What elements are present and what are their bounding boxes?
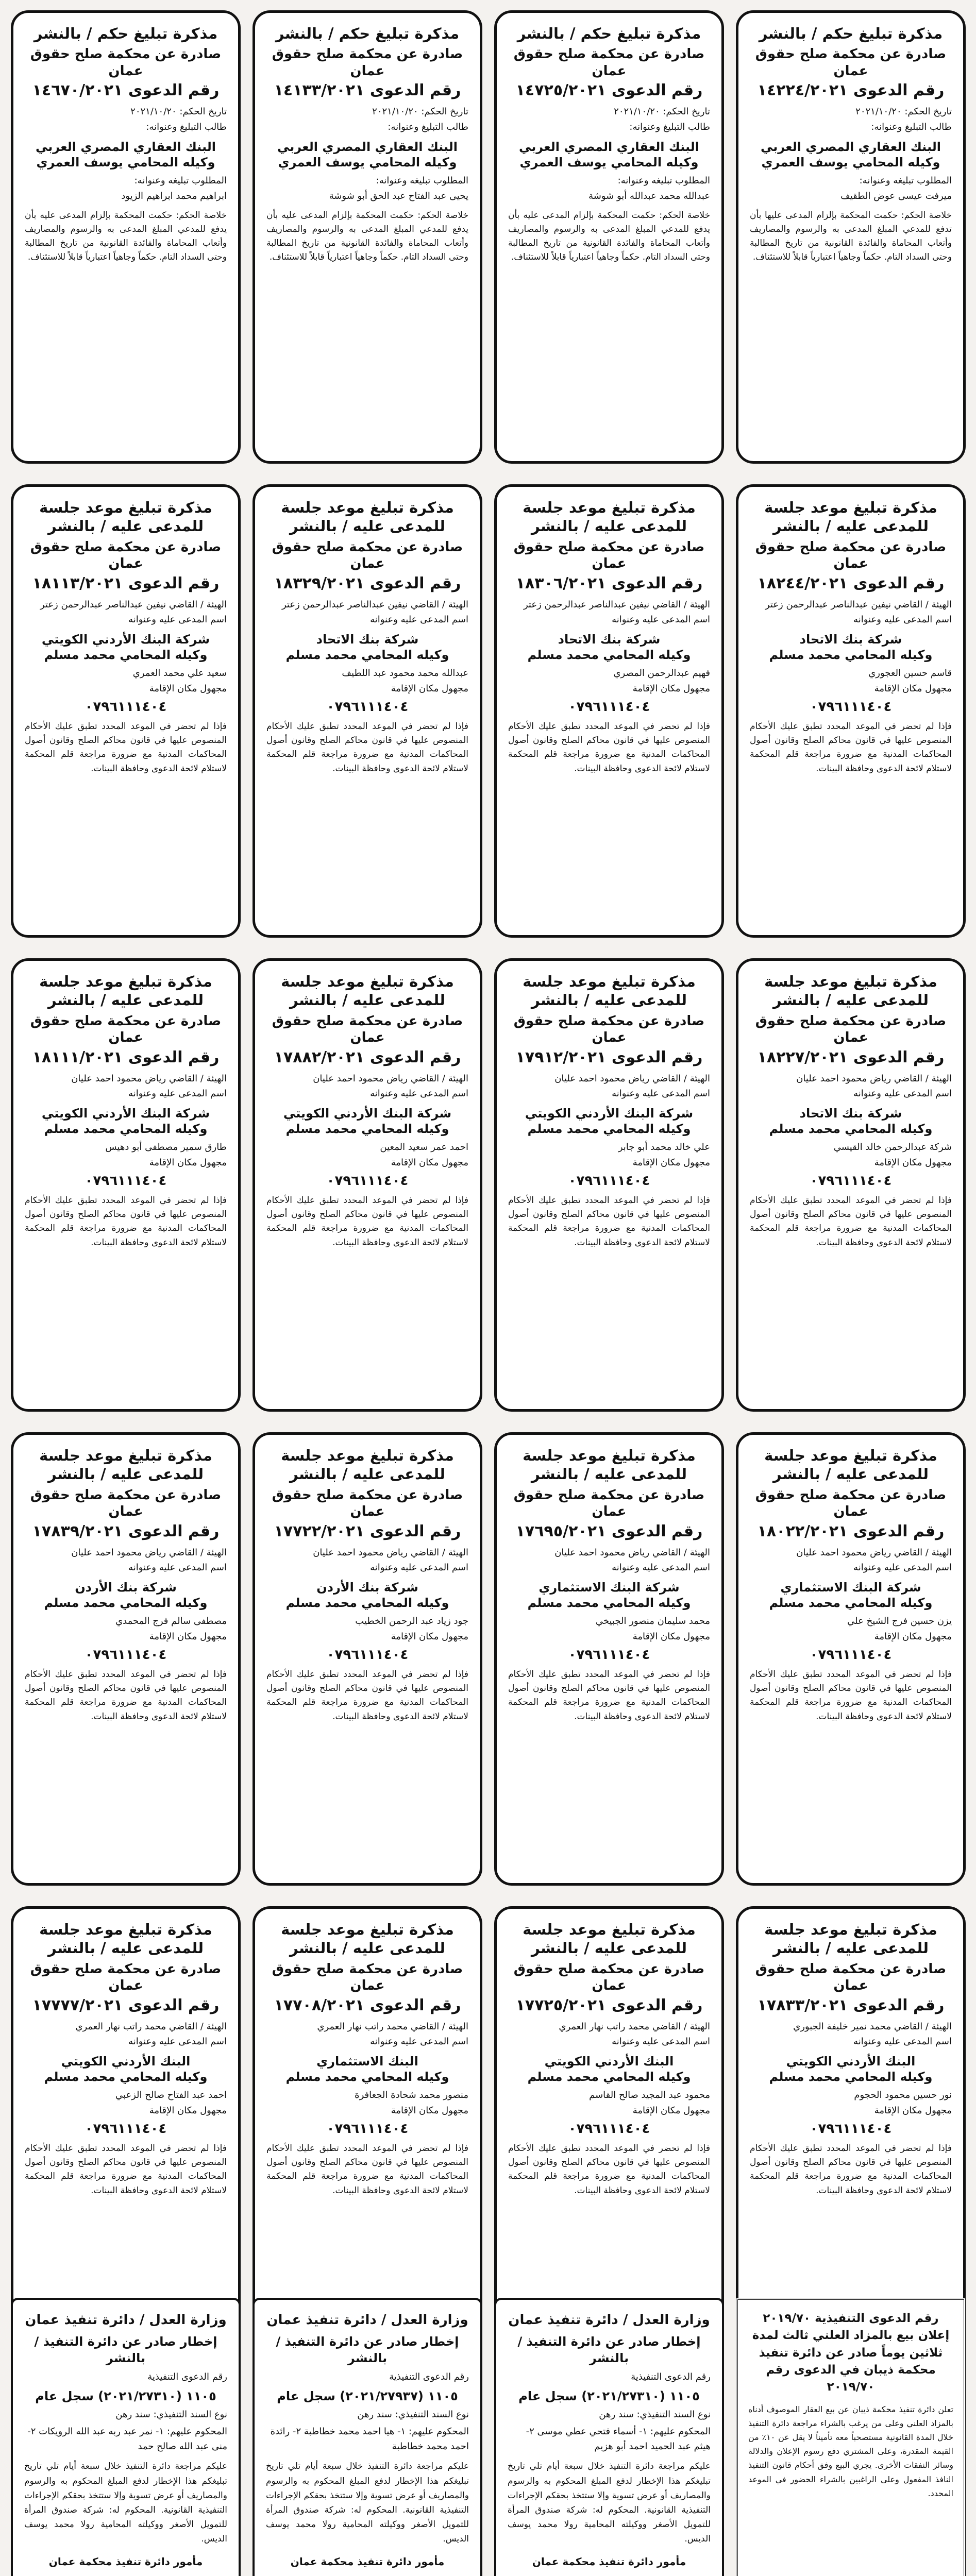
notice-body: فإذا لم تحضر في الموعد المحدد تطبق عليك الأحكام المنصوص عليها في قانون محاكم الصلح وقانون أصول المحاكمات المدنية مع ضرورة مراجعة قلم المحكمة لاستلام لائحة الدعوى وحافظة البينات. <box>508 1669 710 1722</box>
notice-court: صادرة عن محكمة صلح حقوق عمان <box>272 1487 463 1519</box>
notice-body: فإذا لم تحضر في الموعد المحدد تطبق عليك الأحكام المنصوص عليها في قانون محاكم الصلح وقانون أصول المحاكمات المدنية مع ضرورة مراجعة قلم المحكمة لاستلام لائحة الدعوى وحافظة البينات. <box>25 2143 227 2196</box>
notice-lawyer: وكيله المحامي محمد مسلم <box>285 1596 449 1611</box>
notice-line: احمد عمر سعيد المعين <box>380 1142 468 1153</box>
notice-line: الهيئة / القاضي رياض محمود احمد عليان <box>71 1547 227 1558</box>
notice-line: سعيد علي محمد العمري <box>132 668 227 679</box>
notice-line: الهيئة / القاضي رياض محمود احمد عليان <box>71 1073 227 1084</box>
notice-title: مذكرة تبليغ موعد جلسة للمدعى عليه / بالنشر <box>523 973 696 1009</box>
notice-line: الهيئة / القاضي نيفين عبدالناصر عبدالرحمن زعتر <box>40 599 227 610</box>
notice-line: ابراهيم محمد ابراهيم الزيود <box>121 190 227 201</box>
notice-case-number: رقم الدعوى ١٨٠٢٢/٢٠٢١ <box>757 1522 945 1540</box>
notice-court: صادرة عن محكمة صلح حقوق عمان <box>755 1013 947 1045</box>
notice-line: طالب التبليغ وعنوانه: <box>388 122 468 133</box>
notice-party: شركة البنك الاستثماري <box>539 1580 680 1595</box>
exec-line: رقم الدعوى التنفيذية <box>631 2371 711 2382</box>
notice-party: البنك الأردني الكويتي <box>544 2054 674 2069</box>
notice-card <box>11 484 241 938</box>
notice-party: شركة البنك الأردني الكويتي <box>283 1106 452 1121</box>
notice-line: اسم المدعى عليه وعنوانه <box>128 1088 227 1099</box>
notice-case-number: رقم الدعوى ١٤١٣٣/٢٠٢١ <box>274 81 461 100</box>
notice-court: صادرة عن محكمة صلح حقوق عمان <box>513 1013 705 1045</box>
notice-body: فإذا لم تحضر في الموعد المحدد تطبق عليك الأحكام المنصوص عليها في قانون محاكم الصلح وقانون أصول المحاكمات المدنية مع ضرورة مراجعة قلم المحكمة لاستلام لائحة الدعوى وحافظة البينات. <box>25 1195 227 1248</box>
notice-phone: ٠٧٩٦١١١٤٠٤ <box>326 2121 409 2137</box>
notice-court: صادرة عن محكمة صلح حقوق عمان <box>30 1961 222 1993</box>
notice-line: الهيئة / القاضي رياض محمود احمد عليان <box>313 1073 468 1084</box>
notices-grid <box>10 10 966 2360</box>
notice-line: منصور محمد شحادة الجعافرة <box>355 2090 468 2101</box>
notice-title: مذكرة تبليغ موعد جلسة للمدعى عليه / بالنشر <box>523 499 696 535</box>
notice-line: مجهول مكان الإقامة <box>874 2105 952 2116</box>
notice-line: مجهول مكان الإقامة <box>874 683 952 694</box>
auction-title: رقم الدعوى التنفيذية ٢٠١٩/٧٠ إعلان بيع بالمزاد العلني ثالث لمدة ثلاثين يوماً صادر عن دائرة تنفيذ محكمة ذيبان في الدعوى رقم ٢٠١٩/٧٠ <box>752 2312 950 2394</box>
notice-party: شركة البنك الأردني الكويتي <box>525 1106 694 1121</box>
notice-line: اسم المدعى عليه وعنوانه <box>853 614 952 625</box>
notice-case-number: رقم الدعوى ١٨٢٤٤/٢٠٢١ <box>757 574 945 592</box>
exec-signature: مأمور دائرة تنفيذ محكمة عمان <box>532 2555 686 2568</box>
notice-party: البنك العقاري المصري العربي <box>277 140 458 155</box>
notice-title: مذكرة تبليغ حكم / بالنشر <box>759 25 943 42</box>
notice-title: مذكرة تبليغ موعد جلسة للمدعى عليه / بالنشر <box>523 1921 696 1957</box>
notice-party: شركة البنك الاستثماري <box>780 1580 921 1595</box>
notice-line: يحيى عبد الفتاح عبد الحق أبو شوشة <box>329 190 468 201</box>
notice-case-number: رقم الدعوى ١٤٦٧٠/٢٠٢١ <box>32 81 220 100</box>
notice-body: فإذا لم تحضر في الموعد المحدد تطبق عليك الأحكام المنصوص عليها في قانون محاكم الصلح وقانون أصول المحاكمات المدنية مع ضرورة مراجعة قلم المحكمة لاستلام لائحة الدعوى وحافظة البينات. <box>25 1669 227 1722</box>
notice-card <box>253 1906 482 2360</box>
notice-party: البنك العقاري المصري العربي <box>35 140 216 155</box>
notice-lawyer: وكيله المحامي محمد مسلم <box>44 1596 208 1611</box>
notice-body: فإذا لم تحضر في الموعد المحدد تطبق عليك الأحكام المنصوص عليها في قانون محاكم الصلح وقانون أصول المحاكمات المدنية مع ضرورة مراجعة قلم المحكمة لاستلام لائحة الدعوى وحافظة البينات. <box>508 2143 710 2196</box>
notice-court: صادرة عن محكمة صلح حقوق عمان <box>30 1487 222 1519</box>
notice-case-number: رقم الدعوى ١٨٢٢٧/٢٠٢١ <box>757 1048 945 1066</box>
notice-line: عبدالله محمد محمود عبد اللطيف <box>342 668 468 679</box>
notice-line: اسم المدعى عليه وعنوانه <box>853 2036 952 2047</box>
notice-phone: ٠٧٩٦١١١٤٠٤ <box>326 699 409 715</box>
notice-body: خلاصة الحكم: حكمت المحكمة بإلزام المدعى عليها بأن تدفع للمدعي المبلغ المدعى به والرسوم والمصاريف وأتعاب المحاماة والفائدة القانونية من تاريخ المطالبة وحتى السداد التام. حكماً وجاهياً اعتبارياً قابلاً للاستئناف. <box>750 210 952 263</box>
notice-lawyer: وكيله المحامي محمد مسلم <box>769 1596 933 1611</box>
notice-line: الهيئة / القاضي نيفين عبدالناصر عبدالرحمن زعتر <box>523 599 710 610</box>
notice-line: طالب التبليغ وعنوانه: <box>146 122 227 133</box>
notice-case-number: رقم الدعوى ١٧٦٩٥/٢٠٢١ <box>515 1522 703 1540</box>
notice-line: الهيئة / القاضي رياض محمود احمد عليان <box>554 1073 710 1084</box>
exec-line: نوع السند التنفيذي: سند رهن <box>599 2409 711 2420</box>
notice-line: مجهول مكان الإقامة <box>632 683 710 694</box>
exec-line: رقم الدعوى التنفيذية <box>147 2371 227 2382</box>
notice-title: مذكرة تبليغ موعد جلسة للمدعى عليه / بالنشر <box>281 1447 454 1483</box>
notice-phone: ٠٧٩٦١١١٤٠٤ <box>326 1173 409 1189</box>
notice-case-number: رقم الدعوى ١٨١١١/٢٠٢١ <box>32 1048 220 1066</box>
exec-case-number: ١١٠٥ (٢٠٢١/٢٧٣١٠) سجل عام <box>35 2388 216 2403</box>
exec-line: رقم الدعوى التنفيذية <box>389 2371 469 2382</box>
notice-card <box>494 484 724 938</box>
exec-subtitle: إخطار صادر عن دائرة التنفيذ / بالنشر <box>276 2334 459 2366</box>
notice-line: اسم المدعى عليه وعنوانه <box>612 1562 710 1573</box>
notice-court: صادرة عن محكمة صلح حقوق عمان <box>272 539 463 571</box>
notice-body: فإذا لم تحضر في الموعد المحدد تطبق عليك الأحكام المنصوص عليها في قانون محاكم الصلح وقانون أصول المحاكمات المدنية مع ضرورة مراجعة قلم المحكمة لاستلام لائحة الدعوى وحافظة البينات. <box>750 1195 952 1248</box>
notice-line: مجهول مكان الإقامة <box>632 2105 710 2116</box>
notice-title: مذكرة تبليغ موعد جلسة للمدعى عليه / بالنشر <box>39 499 212 535</box>
notice-title: مذكرة تبليغ موعد جلسة للمدعى عليه / بالنشر <box>39 973 212 1009</box>
notice-card <box>736 10 966 464</box>
notice-body: فإذا لم تحضر في الموعد المحدد تطبق عليك الأحكام المنصوص عليها في قانون محاكم الصلح وقانون أصول المحاكمات المدنية مع ضرورة مراجعة قلم المحكمة لاستلام لائحة الدعوى وحافظة البينات. <box>750 721 952 774</box>
notice-line: المطلوب تبليغه وعنوانه: <box>134 175 227 187</box>
notice-phone: ٠٧٩٦١١١٤٠٤ <box>326 1647 409 1663</box>
notice-line: اسم المدعى عليه وعنوانه <box>612 614 710 625</box>
notice-card <box>494 1432 724 1886</box>
notice-body: خلاصة الحكم: حكمت المحكمة بإلزام المدعى عليه بأن يدفع للمدعي المبلغ المدعى به والرسوم والمصاريف وأتعاب المحاماة والفائدة القانونية من تاريخ المطالبة وحتى السداد التام. حكماً وجاهياً اعتبارياً قابلاً للاستئناف. <box>266 210 468 263</box>
notice-lawyer: وكيله المحامي محمد مسلم <box>769 648 933 663</box>
notice-line: الهيئة / القاضي رياض محمود احمد عليان <box>313 1547 468 1558</box>
notice-lawyer: وكيله المحامي محمد مسلم <box>769 1122 933 1137</box>
notice-card <box>736 958 966 1412</box>
notice-line: الهيئة / القاضي محمد راتب نهار العمري <box>559 2021 710 2032</box>
notice-line: اسم المدعى عليه وعنوانه <box>370 2036 468 2047</box>
notice-line: شركة عبدالرحمن خالد القيسي <box>833 1142 952 1153</box>
notice-line: محمد سليمان منصور الجبيخي <box>595 1616 710 1627</box>
notice-court: صادرة عن محكمة صلح حقوق عمان <box>513 1487 705 1519</box>
notice-lawyer: وكيله المحامي محمد مسلم <box>44 1122 208 1137</box>
notice-body: فإذا لم تحضر في الموعد المحدد تطبق عليك الأحكام المنصوص عليها في قانون محاكم الصلح وقانون أصول المحاكمات المدنية مع ضرورة مراجعة قلم المحكمة لاستلام لائحة الدعوى وحافظة البينات. <box>508 1195 710 1248</box>
notice-lawyer: وكيله المحامي محمد مسلم <box>527 2070 691 2084</box>
notice-line: تاريخ الحكم: ٢٠٢١/١٠/٢٠ <box>855 106 952 117</box>
notice-line: مجهول مكان الإقامة <box>149 1631 227 1642</box>
notice-court: صادرة عن محكمة صلح حقوق عمان <box>755 1961 947 1993</box>
notice-card <box>11 958 241 1412</box>
notice-phone: ٠٧٩٦١١١٤٠٤ <box>568 1647 650 1663</box>
notice-line: مجهول مكان الإقامة <box>149 683 227 694</box>
notice-party: شركة بنك الاتحاد <box>799 632 902 647</box>
exec-line: نوع السند التنفيذي: سند رهن <box>357 2409 469 2420</box>
notice-party: البنك العقاري المصري العربي <box>518 140 700 155</box>
notice-title: مذكرة تبليغ موعد جلسة للمدعى عليه / بالنشر <box>523 1447 696 1483</box>
notice-line: اسم المدعى عليه وعنوانه <box>370 1088 468 1099</box>
notice-line: مجهول مكان الإقامة <box>391 1631 468 1642</box>
notice-case-number: رقم الدعوى ١٨٣٢٩/٢٠٢١ <box>274 574 461 592</box>
notice-party: شركة بنك الاتحاد <box>799 1106 902 1121</box>
auction-notice <box>736 2298 966 2576</box>
notice-line: مصطفى سالم فرج المحمدي <box>115 1616 227 1627</box>
exec-subtitle: إخطار صادر عن دائرة التنفيذ / بالنشر <box>517 2334 701 2366</box>
bottom-row <box>10 2298 966 2576</box>
notice-court: صادرة عن محكمة صلح حقوق عمان <box>272 1013 463 1045</box>
exec-notice <box>253 2298 482 2576</box>
notice-line: عبدالله محمد عبدالله أبو شوشة <box>588 190 710 201</box>
notice-party: البنك الأردني الكويتي <box>61 2054 191 2069</box>
notice-line: اسم المدعى عليه وعنوانه <box>128 1562 227 1573</box>
exec-notice <box>11 2298 241 2576</box>
exec-title: وزارة العدل / دائرة تنفيذ عمان <box>25 2312 227 2328</box>
notice-card <box>494 1906 724 2360</box>
notice-line: مجهول مكان الإقامة <box>632 1631 710 1642</box>
notice-body: فإذا لم تحضر في الموعد المحدد تطبق عليك الأحكام المنصوص عليها في قانون محاكم الصلح وقانون أصول المحاكمات المدنية مع ضرورة مراجعة قلم المحكمة لاستلام لائحة الدعوى وحافظة البينات. <box>266 2143 468 2196</box>
notice-party: شركة البنك الأردني الكويتي <box>41 632 210 647</box>
notice-line: الهيئة / القاضي محمد راتب نهار العمري <box>75 2021 227 2032</box>
notice-line: الهيئة / القاضي رياض محمود احمد عليان <box>796 1547 952 1558</box>
notice-body: فإذا لم تحضر في الموعد المحدد تطبق عليك الأحكام المنصوص عليها في قانون محاكم الصلح وقانون أصول المحاكمات المدنية مع ضرورة مراجعة قلم المحكمة لاستلام لائحة الدعوى وحافظة البينات. <box>266 721 468 774</box>
notice-line: علي خالد محمد أبو جابر <box>618 1142 710 1153</box>
notice-lawyer: وكيله المحامي يوسف العمري <box>761 155 940 170</box>
notice-phone: ٠٧٩٦١١١٤٠٤ <box>568 699 650 715</box>
exec-body: عليكم مراجعة دائرة التنفيذ خلال سبعة أيام تلي تاريخ تبليغكم هذا الإخطار لدفع المبلغ المحكوم به والرسوم والمصاريف أو عرض تسوية وإلا ستتخذ بحقكم الإجراءات التنفيذية القانونية. المحكوم له: شركة صندوق المرأة للتمويل الأصغر ووكيلته المحامية رولا محمد يوسف الديس. <box>24 2461 227 2544</box>
notice-court: صادرة عن محكمة صلح حقوق عمان <box>30 539 222 571</box>
notice-case-number: رقم الدعوى ١٨٣٠٦/٢٠٢١ <box>515 574 703 592</box>
notice-line: الهيئة / القاضي نيفين عبدالناصر عبدالرحمن زعتر <box>765 599 952 610</box>
notice-line: اسم المدعى عليه وعنوانه <box>128 614 227 625</box>
notice-line: تاريخ الحكم: ٢٠٢١/١٠/٢٠ <box>614 106 710 117</box>
notice-phone: ٠٧٩٦١١١٤٠٤ <box>568 1173 650 1189</box>
notice-line: الهيئة / القاضي رياض محمود احمد عليان <box>796 1073 952 1084</box>
exec-line: نوع السند التنفيذي: سند رهن <box>115 2409 227 2420</box>
notice-court: صادرة عن محكمة صلح حقوق عمان <box>755 539 947 571</box>
notice-line: طالب التبليغ وعنوانه: <box>629 122 710 133</box>
notice-line: المطلوب تبليغه وعنوانه: <box>859 175 952 187</box>
notice-line: ميرفت عيسى عوض الطقيف <box>840 190 952 201</box>
notice-title: مذكرة تبليغ موعد جلسة للمدعى عليه / بالنشر <box>39 1447 212 1483</box>
notice-card <box>11 1432 241 1886</box>
notice-title: مذكرة تبليغ موعد جلسة للمدعى عليه / بالنشر <box>764 1921 937 1957</box>
notice-title: مذكرة تبليغ موعد جلسة للمدعى عليه / بالنشر <box>764 973 937 1009</box>
notice-line: مجهول مكان الإقامة <box>149 1157 227 1168</box>
notice-phone: ٠٧٩٦١١١٤٠٤ <box>810 699 892 715</box>
notice-title: مذكرة تبليغ حكم / بالنشر <box>517 25 701 42</box>
notice-title: مذكرة تبليغ حكم / بالنشر <box>33 25 218 42</box>
notice-phone: ٠٧٩٦١١١٤٠٤ <box>85 1647 167 1663</box>
notice-party: البنك العقاري المصري العربي <box>760 140 941 155</box>
notice-phone: ٠٧٩٦١١١٤٠٤ <box>810 1647 892 1663</box>
notice-case-number: رقم الدعوى ١٧٨٣٣/٢٠٢١ <box>757 1996 945 2014</box>
notice-line: اسم المدعى عليه وعنوانه <box>370 614 468 625</box>
notice-line: يزن حسين فرج الشيخ علي <box>847 1616 952 1627</box>
notice-lawyer: وكيله المحامي محمد مسلم <box>769 2070 933 2084</box>
notice-card <box>11 10 241 464</box>
notice-line: تاريخ الحكم: ٢٠٢١/١٠/٢٠ <box>372 106 468 117</box>
notice-body: فإذا لم تحضر في الموعد المحدد تطبق عليك الأحكام المنصوص عليها في قانون محاكم الصلح وقانون أصول المحاكمات المدنية مع ضرورة مراجعة قلم المحكمة لاستلام لائحة الدعوى وحافظة البينات. <box>750 2143 952 2196</box>
notice-line: اسم المدعى عليه وعنوانه <box>853 1088 952 1099</box>
notice-case-number: رقم الدعوى ١٨١١٣/٢٠٢١ <box>32 574 220 592</box>
notice-line: طالب التبليغ وعنوانه: <box>871 122 952 133</box>
exec-line: المحكوم عليهم: ١- هيا احمد محمد خطاطبة ٢- رائدة احمد محمد خطاطبة <box>270 2426 469 2452</box>
notice-party: البنك الأردني الكويتي <box>786 2054 916 2069</box>
auction-body: تعلن دائرة تنفيذ محكمة ذيبان عن بيع العقار الموصوف أدناه بالمزاد العلني وعلى من يرغب بالشراء مراجعة دائرة التنفيذ خلال المدة القانونية مستصحباً معه تأميناً لا يقل عن ١٠٪ من القيمة المقدرة، وعلى المشتري دفع رسوم الإعلان والدلالة وسائر النفقات الأخرى. يجري البيع وفق أحكام قانون التنفيذ النافذ المفعول وعلى الراغبين بالشراء الحضور في الموعد المحدد. <box>748 2404 953 2498</box>
notice-line: اسم المدعى عليه وعنوانه <box>370 1562 468 1573</box>
exec-notice <box>494 2298 724 2576</box>
notice-line: مجهول مكان الإقامة <box>632 1157 710 1168</box>
notice-line: محمود عبد المجيد صالح القاسم <box>589 2090 710 2101</box>
notice-line: جود زياد عبد الرحمن الخطيب <box>355 1616 468 1627</box>
notice-card <box>736 1432 966 1886</box>
notice-lawyer: وكيله المحامي يوسف العمري <box>36 155 215 170</box>
notice-lawyer: وكيله المحامي يوسف العمري <box>519 155 699 170</box>
notice-lawyer: وكيله المحامي يوسف العمري <box>278 155 457 170</box>
notice-card <box>736 484 966 938</box>
notice-line: الهيئة / القاضي رياض محمود احمد عليان <box>554 1547 710 1558</box>
notice-lawyer: وكيله المحامي محمد مسلم <box>527 1596 691 1611</box>
notice-line: مجهول مكان الإقامة <box>874 1157 952 1168</box>
exec-signature: مأمور دائرة تنفيذ محكمة عمان <box>48 2555 203 2568</box>
notice-body: خلاصة الحكم: حكمت المحكمة بإلزام المدعى عليه بأن يدفع للمدعي المبلغ المدعى به والرسوم والمصاريف وأتعاب المحاماة والفائدة القانونية من تاريخ المطالبة وحتى السداد التام. حكماً وجاهياً اعتبارياً قابلاً للاستئناف. <box>508 210 710 263</box>
notice-lawyer: وكيله المحامي محمد مسلم <box>285 2070 449 2084</box>
notice-court: صادرة عن محكمة صلح حقوق عمان <box>30 1013 222 1045</box>
notice-court: صادرة عن محكمة صلح حقوق عمان <box>755 46 947 79</box>
notice-line: مجهول مكان الإقامة <box>391 1157 468 1168</box>
exec-signature: مأمور دائرة تنفيذ محكمة عمان <box>290 2555 445 2568</box>
notice-title: مذكرة تبليغ موعد جلسة للمدعى عليه / بالنشر <box>39 1921 212 1957</box>
notice-title: مذكرة تبليغ موعد جلسة للمدعى عليه / بالنشر <box>281 499 454 535</box>
notice-card <box>494 10 724 464</box>
notice-line: تاريخ الحكم: ٢٠٢١/١٠/٢٠ <box>130 106 227 117</box>
notice-line: اسم المدعى عليه وعنوانه <box>612 2036 710 2047</box>
notice-lawyer: وكيله المحامي محمد مسلم <box>527 648 691 663</box>
notice-party: شركة بنك الأردن <box>75 1580 177 1595</box>
notice-title: مذكرة تبليغ موعد جلسة للمدعى عليه / بالنشر <box>281 1921 454 1957</box>
notice-court: صادرة عن محكمة صلح حقوق عمان <box>272 1961 463 1993</box>
notice-line: اسم المدعى عليه وعنوانه <box>612 1088 710 1099</box>
notice-line: مجهول مكان الإقامة <box>874 1631 952 1642</box>
notice-party: شركة بنك الأردن <box>316 1580 418 1595</box>
notice-card <box>736 1906 966 2360</box>
notice-party: البنك الاستثماري <box>316 2054 418 2069</box>
notice-line: المطلوب تبليغه وعنوانه: <box>376 175 468 187</box>
notice-body: خلاصة الحكم: حكمت المحكمة بإلزام المدعى عليه بأن يدفع للمدعي المبلغ المدعى به والرسوم والمصاريف وأتعاب المحاماة والفائدة القانونية من تاريخ المطالبة وحتى السداد التام. حكماً وجاهياً اعتبارياً قابلاً للاستئناف. <box>25 210 227 263</box>
notice-line: اسم المدعى عليه وعنوانه <box>853 1562 952 1573</box>
exec-body: عليكم مراجعة دائرة التنفيذ خلال سبعة أيام تلي تاريخ تبليغكم هذا الإخطار لدفع المبلغ المحكوم به والرسوم والمصاريف أو عرض تسوية وإلا ستتخذ بحقكم الإجراءات التنفيذية القانونية. المحكوم له: شركة صندوق المرأة للتمويل الأصغر ووكيلته المحامية رولا محمد يوسف الديس. <box>266 2461 469 2544</box>
notice-phone: ٠٧٩٦١١١٤٠٤ <box>85 2121 167 2137</box>
notice-body: فإذا لم تحضر في الموعد المحدد تطبق عليك الأحكام المنصوص عليها في قانون محاكم الصلح وقانون أصول المحاكمات المدنية مع ضرورة مراجعة قلم المحكمة لاستلام لائحة الدعوى وحافظة البينات. <box>266 1669 468 1722</box>
notice-case-number: رقم الدعوى ١٧٨٨٢/٢٠٢١ <box>274 1048 461 1066</box>
notice-title: مذكرة تبليغ موعد جلسة للمدعى عليه / بالنشر <box>764 499 937 535</box>
notice-lawyer: وكيله المحامي محمد مسلم <box>44 2070 208 2084</box>
notice-body: فإذا لم تحضر في الموعد المحدد تطبق عليك الأحكام المنصوص عليها في قانون محاكم الصلح وقانون أصول المحاكمات المدنية مع ضرورة مراجعة قلم المحكمة لاستلام لائحة الدعوى وحافظة البينات. <box>508 721 710 774</box>
notice-line: المطلوب تبليغه وعنوانه: <box>617 175 710 187</box>
notice-card <box>494 958 724 1412</box>
exec-line: المحكوم عليهم: ١- نمر عبد ربه عبد الله الرويكات ٢- منى عبد الله صالح حمد <box>27 2426 227 2452</box>
notice-line: الهيئة / القاضي محمد نمير خليفة الجبوري <box>793 2021 952 2032</box>
notice-line: قاسم حسين العجوري <box>868 668 952 679</box>
notice-line: طارق سمير مصطفى أبو دهيس <box>105 1142 227 1153</box>
notice-line: الهيئة / القاضي نيفين عبدالناصر عبدالرحمن زعتر <box>281 599 468 610</box>
notice-case-number: رقم الدعوى ١٤٢٢٤/٢٠٢١ <box>757 81 945 100</box>
notice-case-number: رقم الدعوى ١٧٧٢٥/٢٠٢١ <box>515 1996 703 2014</box>
notice-card <box>253 10 482 464</box>
notice-title: مذكرة تبليغ موعد جلسة للمدعى عليه / بالنشر <box>281 973 454 1009</box>
notice-line: احمد عبد الفتاح صالح الزعبي <box>115 2090 227 2101</box>
notice-court: صادرة عن محكمة صلح حقوق عمان <box>513 46 705 79</box>
notice-body: فإذا لم تحضر في الموعد المحدد تطبق عليك الأحكام المنصوص عليها في قانون محاكم الصلح وقانون أصول المحاكمات المدنية مع ضرورة مراجعة قلم المحكمة لاستلام لائحة الدعوى وحافظة البينات. <box>25 721 227 774</box>
notice-party: شركة البنك الأردني الكويتي <box>41 1106 210 1121</box>
notice-title: مذكرة تبليغ موعد جلسة للمدعى عليه / بالنشر <box>764 1447 937 1483</box>
notice-body: فإذا لم تحضر في الموعد المحدد تطبق عليك الأحكام المنصوص عليها في قانون محاكم الصلح وقانون أصول المحاكمات المدنية مع ضرورة مراجعة قلم المحكمة لاستلام لائحة الدعوى وحافظة البينات. <box>266 1195 468 1248</box>
notice-lawyer: وكيله المحامي محمد مسلم <box>527 1122 691 1137</box>
exec-body: عليكم مراجعة دائرة التنفيذ خلال سبعة أيام تلي تاريخ تبليغكم هذا الإخطار لدفع المبلغ المحكوم به والرسوم والمصاريف أو عرض تسوية وإلا ستتخذ بحقكم الإجراءات التنفيذية القانونية. المحكوم له: شركة صندوق المرأة للتمويل الأصغر ووكيلته المحامية رولا محمد يوسف الديس. <box>508 2461 711 2544</box>
notice-title: مذكرة تبليغ حكم / بالنشر <box>275 25 460 42</box>
notice-card <box>253 958 482 1412</box>
notice-card <box>253 484 482 938</box>
notice-phone: ٠٧٩٦١١١٤٠٤ <box>810 2121 892 2137</box>
notice-line: نور حسين محمود الحجوم <box>854 2090 952 2101</box>
notice-case-number: رقم الدعوى ١٧٩١٢/٢٠٢١ <box>515 1048 703 1066</box>
notice-case-number: رقم الدعوى ١٧٨٣٩/٢٠٢١ <box>32 1522 220 1540</box>
notice-party: شركة بنك الاتحاد <box>558 632 661 647</box>
notice-phone: ٠٧٩٦١١١٤٠٤ <box>85 1173 167 1189</box>
notice-court: صادرة عن محكمة صلح حقوق عمان <box>513 539 705 571</box>
notice-party: شركة بنك الاتحاد <box>316 632 419 647</box>
notice-court: صادرة عن محكمة صلح حقوق عمان <box>755 1487 947 1519</box>
notice-card <box>11 1906 241 2360</box>
notice-line: مجهول مكان الإقامة <box>391 683 468 694</box>
notice-case-number: رقم الدعوى ١٧٧٢٢/٢٠٢١ <box>274 1522 461 1540</box>
notice-line: اسم المدعى عليه وعنوانه <box>128 2036 227 2047</box>
exec-subtitle: إخطار صادر عن دائرة التنفيذ / بالنشر <box>34 2334 217 2366</box>
notice-phone: ٠٧٩٦١١١٤٠٤ <box>568 2121 650 2137</box>
notice-card <box>253 1432 482 1886</box>
exec-line: المحكوم عليهم: ١- أسماء فتحي عطي موسى ٢- هيثم عبد الحميد احمد أبو هزيم <box>526 2426 711 2452</box>
notice-line: مجهول مكان الإقامة <box>149 2105 227 2116</box>
exec-case-number: ١١٠٥ (٢٠٢١/٢٧٣١٠) سجل عام <box>518 2388 700 2403</box>
notice-court: صادرة عن محكمة صلح حقوق عمان <box>272 46 463 79</box>
notice-lawyer: وكيله المحامي محمد مسلم <box>285 1122 449 1137</box>
notice-phone: ٠٧٩٦١١١٤٠٤ <box>810 1173 892 1189</box>
notice-line: فهيم عبدالرحمن المصري <box>613 668 710 679</box>
notice-lawyer: وكيله المحامي محمد مسلم <box>285 648 449 663</box>
exec-case-number: ١١٠٥ (٢٠٢١/٢٧٩٣٧) سجل عام <box>277 2388 458 2403</box>
notice-line: مجهول مكان الإقامة <box>391 2105 468 2116</box>
notice-court: صادرة عن محكمة صلح حقوق عمان <box>513 1961 705 1993</box>
exec-title: وزارة العدل / دائرة تنفيذ عمان <box>508 2312 710 2328</box>
notice-phone: ٠٧٩٦١١١٤٠٤ <box>85 699 167 715</box>
notice-body: فإذا لم تحضر في الموعد المحدد تطبق عليك الأحكام المنصوص عليها في قانون محاكم الصلح وقانون أصول المحاكمات المدنية مع ضرورة مراجعة قلم المحكمة لاستلام لائحة الدعوى وحافظة البينات. <box>750 1669 952 1722</box>
notice-line: الهيئة / القاضي محمد راتب نهار العمري <box>317 2021 468 2032</box>
notice-case-number: رقم الدعوى ١٧٧٧٧/٢٠٢١ <box>32 1996 220 2014</box>
exec-title: وزارة العدل / دائرة تنفيذ عمان <box>266 2312 468 2328</box>
notice-case-number: رقم الدعوى ١٤٧٢٥/٢٠٢١ <box>515 81 703 100</box>
notice-case-number: رقم الدعوى ١٧٧٠٨/٢٠٢١ <box>274 1996 461 2014</box>
notice-lawyer: وكيله المحامي محمد مسلم <box>44 648 208 663</box>
notice-court: صادرة عن محكمة صلح حقوق عمان <box>30 46 222 79</box>
